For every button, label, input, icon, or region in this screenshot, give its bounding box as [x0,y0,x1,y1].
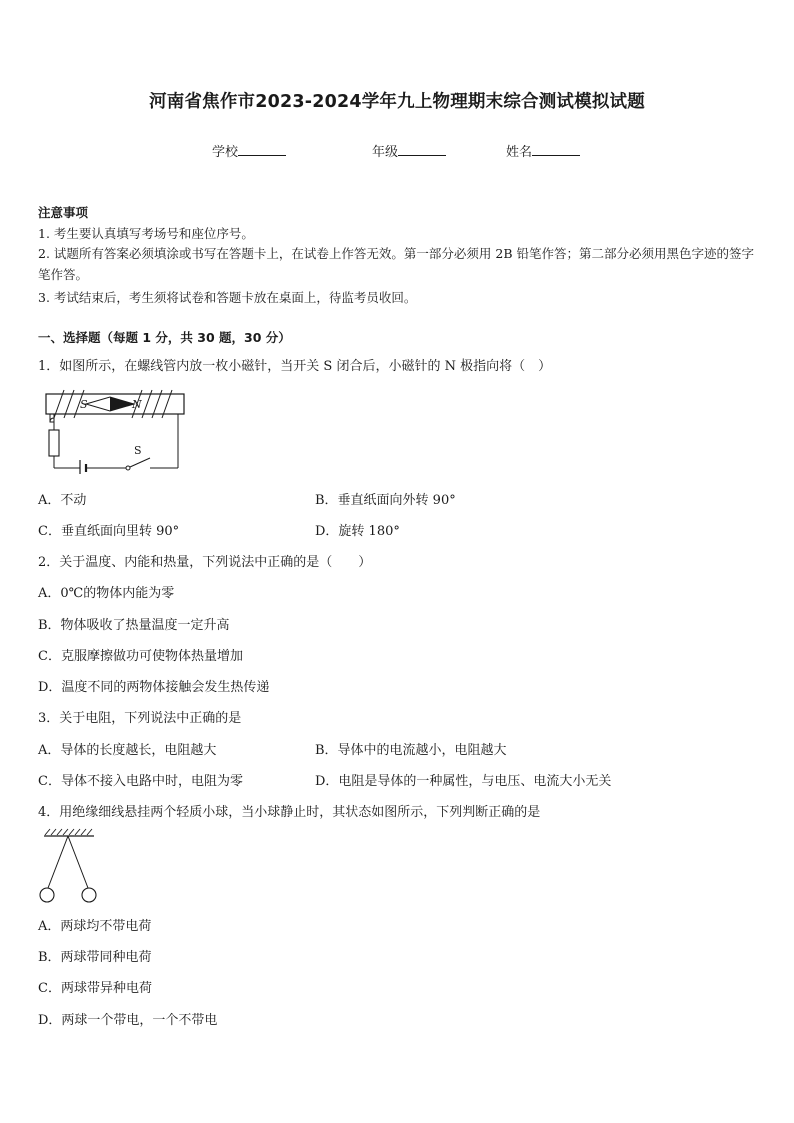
q2-option-b[interactable]: B．物体吸收了热量温度一定升高 [38,618,230,633]
q1-option-d[interactable]: D．旋转 180° [315,524,400,539]
magnet-s-label: S [80,398,88,411]
resistor-symbol [49,430,59,456]
q3-option-b[interactable]: B．导体中的电流越小，电阻越大 [315,743,507,758]
section-heading: 一、选择题（每题 1 分，共 30 题，30 分） [38,330,291,345]
q2-option-a[interactable]: A．0℃的物体内能为零 [38,586,175,601]
q4-option-c[interactable]: C．两球带异种电荷 [38,981,152,996]
question-2-stem: 2．关于温度、内能和热量，下列说法中正确的是（ ） [38,555,372,570]
question-3-stem: 3．关于电阻，下列说法中正确的是 [38,711,242,726]
right-ball [82,888,96,902]
q3-option-c[interactable]: C．导体不接入电路中时，电阻为零 [38,774,243,789]
q4-option-a[interactable]: A．两球均不带电荷 [38,919,152,934]
hanging-balls-figure [36,826,104,906]
magnet-n-label: N [132,398,142,411]
left-ball [40,888,54,902]
solenoid-circuit-figure [40,388,190,474]
name-blank[interactable] [532,143,580,156]
q1-option-a[interactable]: A．不动 [38,493,87,508]
school-field[interactable] [212,141,286,160]
q3-option-d[interactable]: D．电阻是导体的一种属性，与电压、电流大小无关 [315,774,612,789]
q1-option-c[interactable]: C．垂直纸面向里转 90° [38,524,180,539]
notes-heading: 注意事项 [38,205,89,220]
note-item-3: 3. 考试结束后，考生须将试卷和答题卡放在桌面上，待监考员收回。 [38,290,417,305]
switch-label: S [134,444,142,457]
grade-label: 年级 [372,145,399,160]
q4-option-b[interactable]: B．两球带同种电荷 [38,950,152,965]
question-1-stem: 1．如图所示，在螺线管内放一枚小磁针，当开关 S 闭合后，小磁针的 N 极指向将（ ） [38,359,552,374]
school-blank[interactable] [238,143,286,156]
q3-option-a[interactable]: A．导体的长度越长，电阻越大 [38,743,217,758]
q4-option-d[interactable]: D．两球一个带电，一个不带电 [38,1013,218,1028]
q1-option-b[interactable]: B．垂直纸面向外转 90° [315,493,456,508]
name-field[interactable] [506,141,580,160]
q2-option-d[interactable]: D．温度不同的两物体接触会发生热传递 [38,680,270,695]
note-item-2: 2. 试题所有答案必须填涂或书写在答题卡上，在试卷上作答无效。第一部分必须用 2B 铅笔作答；第二部分必须用黑色字迹的签字笔作答。 [38,246,754,282]
q2-option-c[interactable]: C．克服摩擦做功可使物体热量增加 [38,649,243,664]
school-label: 学校 [212,145,239,160]
question-4-stem: 4．用绝缘细线悬挂两个轻质小球，当小球静止时，其状态如图所示，下列判断正确的是 [38,805,541,820]
switch-blade [130,458,150,467]
page-title: 河南省焦作市2023-2024学年九上物理期末综合测试模拟试题 [149,92,645,112]
grade-field[interactable] [372,141,446,160]
grade-blank[interactable] [398,143,446,156]
note-item-1: 1. 考生要认真填写考场号和座位序号。 [38,226,254,241]
name-label: 姓名 [506,145,533,160]
